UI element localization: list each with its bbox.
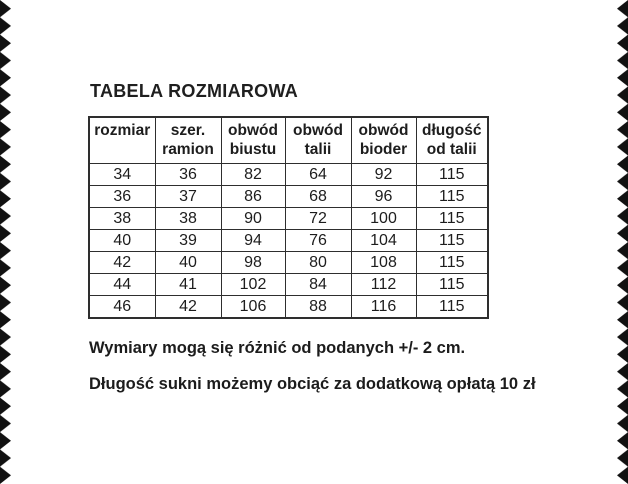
cell-obwod-talii: 68 — [285, 186, 351, 208]
cell-rozmiar: 40 — [89, 230, 155, 252]
cell-dlugosc-od-talii: 115 — [416, 230, 488, 252]
table-row — [89, 296, 488, 319]
page-title: TABELA ROZMIAROWA — [90, 81, 299, 101]
cell-dlugosc-od-talii: 115 — [416, 186, 488, 208]
table-row — [89, 230, 488, 252]
note-shortening-fee: Długość sukni możemy obciąć za dodatkową opłatą 10 zł — [89, 375, 536, 393]
cell-obwod-bioder: 96 — [351, 186, 416, 208]
column-header-obwod-bioder: obwód bioder — [351, 117, 416, 164]
cell-obwod-talii: 88 — [285, 296, 351, 319]
column-header-szer-ramion: szer. ramion — [155, 117, 221, 164]
cell-dlugosc-od-talii: 115 — [416, 208, 488, 230]
cell-dlugosc-od-talii: 115 — [416, 252, 488, 274]
cell-obwod-bioder: 112 — [351, 274, 416, 296]
cell-obwod-biustu: 94 — [221, 230, 285, 252]
cell-szer-ramion: 41 — [155, 274, 221, 296]
cell-obwod-biustu: 102 — [221, 274, 285, 296]
size-table — [88, 116, 489, 319]
cell-rozmiar: 38 — [89, 208, 155, 230]
column-header-dlugosc-od-talii: długość od talii — [416, 117, 488, 164]
cell-szer-ramion: 39 — [155, 230, 221, 252]
sawtooth-left-edge-icon — [0, 0, 11, 484]
cell-obwod-biustu: 106 — [221, 296, 285, 319]
cell-obwod-bioder: 108 — [351, 252, 416, 274]
size-table-header-row — [89, 117, 488, 164]
table-row — [89, 186, 488, 208]
cell-dlugosc-od-talii: 115 — [416, 164, 488, 186]
cell-szer-ramion: 42 — [155, 296, 221, 319]
cell-obwod-talii: 80 — [285, 252, 351, 274]
table-row — [89, 252, 488, 274]
cell-obwod-bioder: 100 — [351, 208, 416, 230]
table-row — [89, 208, 488, 230]
cell-obwod-talii: 64 — [285, 164, 351, 186]
cell-rozmiar: 36 — [89, 186, 155, 208]
cell-rozmiar: 44 — [89, 274, 155, 296]
column-header-rozmiar: rozmiar — [89, 117, 155, 164]
cell-obwod-talii: 72 — [285, 208, 351, 230]
column-header-obwod-biustu: obwód biustu — [221, 117, 285, 164]
cell-dlugosc-od-talii: 115 — [416, 296, 488, 319]
sawtooth-right-edge-icon — [617, 0, 628, 484]
table-row — [89, 274, 488, 296]
cell-obwod-biustu: 98 — [221, 252, 285, 274]
cell-dlugosc-od-talii: 115 — [416, 274, 488, 296]
table-row — [89, 164, 488, 186]
cell-rozmiar: 42 — [89, 252, 155, 274]
cell-obwod-biustu: 90 — [221, 208, 285, 230]
cell-szer-ramion: 37 — [155, 186, 221, 208]
cell-obwod-bioder: 104 — [351, 230, 416, 252]
cell-rozmiar: 34 — [89, 164, 155, 186]
cell-obwod-biustu: 86 — [221, 186, 285, 208]
note-tolerance: Wymiary mogą się różnić od podanych +/- 2 cm. — [89, 339, 466, 357]
cell-szer-ramion: 36 — [155, 164, 221, 186]
cell-obwod-bioder: 92 — [351, 164, 416, 186]
column-header-obwod-talii: obwód talii — [285, 117, 351, 164]
cell-szer-ramion: 38 — [155, 208, 221, 230]
cell-obwod-biustu: 82 — [221, 164, 285, 186]
cell-rozmiar: 46 — [89, 296, 155, 319]
cell-obwod-talii: 84 — [285, 274, 351, 296]
cell-obwod-talii: 76 — [285, 230, 351, 252]
cell-obwod-bioder: 116 — [351, 296, 416, 319]
cell-szer-ramion: 40 — [155, 252, 221, 274]
